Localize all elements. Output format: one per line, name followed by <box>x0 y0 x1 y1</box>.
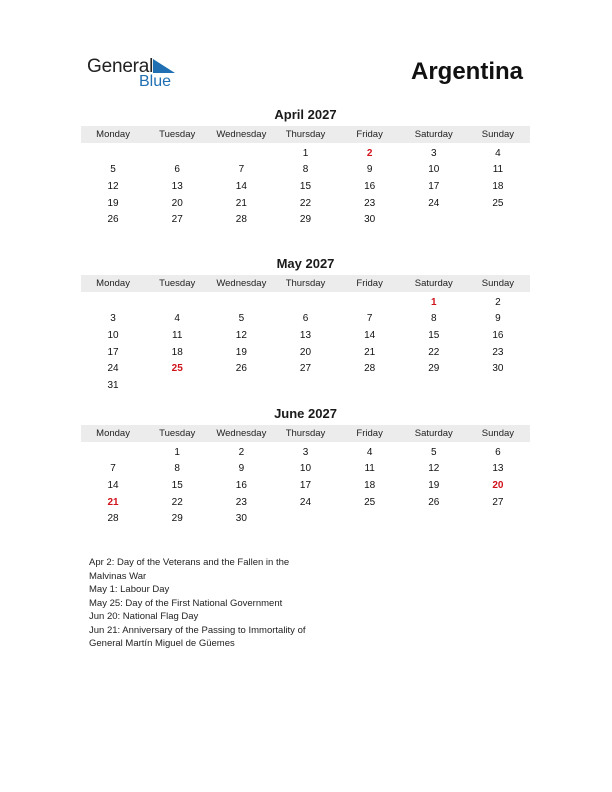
day-cell: 24 <box>107 363 119 375</box>
day-cell: 6 <box>495 446 501 458</box>
month-may <box>81 256 530 394</box>
week-row <box>81 327 530 344</box>
weekday-label: Wednesday <box>216 278 267 289</box>
day-cell: 11 <box>364 463 375 475</box>
day-cell: 1 <box>302 147 309 159</box>
day-cell: 25 <box>492 197 504 209</box>
day-cell: 21 <box>235 197 247 209</box>
day-cell: 6 <box>174 164 180 176</box>
day-cell: 19 <box>235 346 247 358</box>
day-cell: 7 <box>366 313 373 325</box>
day-cell: 18 <box>492 180 504 192</box>
week-row <box>81 444 530 461</box>
holiday-note: Jun 20: National Flag Day <box>89 611 199 622</box>
week-row <box>81 311 530 328</box>
day-cell: 4 <box>174 313 180 325</box>
weekday-label: Friday <box>356 129 383 140</box>
day-cell: 5 <box>238 313 245 325</box>
holiday-note: May 25: Day of the First National Government <box>89 597 283 609</box>
day-cell: 25 <box>364 496 376 508</box>
holiday-day-cell: 20 <box>492 479 504 491</box>
logo-word-blue: Blue <box>139 73 172 90</box>
day-cell: 9 <box>495 313 501 325</box>
day-cell: 8 <box>174 463 180 475</box>
day-cell: 27 <box>299 363 312 375</box>
day-cell: 13 <box>299 329 312 341</box>
day-cell: 15 <box>299 180 312 192</box>
month-weeks <box>81 444 530 527</box>
day-cell: 8 <box>430 313 437 325</box>
day-cell: 10 <box>428 164 440 176</box>
day-cell: 24 <box>428 197 440 209</box>
day-cell: 30 <box>364 214 376 226</box>
day-cell: 23 <box>235 496 247 508</box>
weekday-label: Sunday <box>481 428 515 439</box>
week-row <box>81 178 530 195</box>
weekday-label: Sunday <box>481 278 515 289</box>
day-cell: 16 <box>364 180 376 192</box>
holiday-note: Malvinas War <box>89 570 147 582</box>
day-cell: 2 <box>238 446 245 458</box>
day-cell: 29 <box>171 513 183 525</box>
holiday-day-cell: 2 <box>366 147 373 159</box>
day-cell: 1 <box>174 446 180 458</box>
day-cell: 17 <box>428 180 440 192</box>
weekday-header <box>81 425 530 442</box>
day-cell: 20 <box>299 346 312 358</box>
week-row <box>81 360 530 377</box>
weekday-label: Monday <box>96 129 130 140</box>
country-title: Argentina <box>410 58 523 85</box>
day-cell: 29 <box>299 214 312 226</box>
weekday-label: Friday <box>356 428 383 439</box>
day-cell: 26 <box>428 496 440 508</box>
day-cell: 23 <box>492 346 504 358</box>
holiday-note: Jun 21: Anniversary of the Passing to Immortality of <box>89 624 306 636</box>
holiday-day-cell: 21 <box>107 496 119 508</box>
day-cell: 20 <box>171 197 183 209</box>
holiday-note: Apr 2: Day of the Veterans and the Fallen in the <box>89 557 290 568</box>
generalblue-logo <box>87 56 187 92</box>
weekday-label: Thursday <box>285 129 326 140</box>
day-cell: 5 <box>110 164 116 176</box>
day-cell: 9 <box>238 463 245 475</box>
day-cell: 3 <box>110 313 116 325</box>
day-cell: 27 <box>492 496 504 508</box>
day-cell: 22 <box>428 346 440 358</box>
month-weeks <box>81 145 530 228</box>
day-cell: 28 <box>235 214 247 226</box>
holiday-note: General Martín Miguel de Güemes <box>89 638 235 649</box>
weekday-label: Monday <box>96 428 130 439</box>
day-cell: 15 <box>428 329 440 341</box>
day-cell: 11 <box>492 164 504 176</box>
day-cell: 7 <box>238 164 245 176</box>
day-cell: 13 <box>171 180 183 192</box>
day-cell: 27 <box>171 214 183 226</box>
week-row <box>81 477 530 494</box>
day-cell: 28 <box>364 363 376 375</box>
month-title: April 2027 <box>274 107 337 122</box>
weekday-label: Saturday <box>414 428 453 439</box>
day-cell: 6 <box>302 313 309 325</box>
day-cell: 10 <box>107 329 119 341</box>
day-cell: 13 <box>492 463 504 475</box>
day-cell: 2 <box>495 296 501 308</box>
day-cell: 21 <box>364 346 376 358</box>
holiday-day-cell: 25 <box>171 363 183 375</box>
day-cell: 12 <box>428 463 440 475</box>
day-cell: 19 <box>107 197 119 209</box>
week-row <box>81 344 530 361</box>
week-row <box>81 162 530 179</box>
weekday-label: Tuesday <box>159 428 196 439</box>
week-row <box>81 377 530 394</box>
day-cell: 18 <box>171 346 183 358</box>
day-cell: 26 <box>107 214 119 226</box>
day-cell: 15 <box>171 479 183 491</box>
weekday-label: Thursday <box>285 428 326 439</box>
weekday-label: Saturday <box>414 278 453 289</box>
week-row <box>81 211 530 228</box>
day-cell: 12 <box>107 180 119 192</box>
holiday-note: May 1: Labour Day <box>89 584 170 595</box>
day-cell: 11 <box>172 329 183 341</box>
day-cell: 7 <box>110 463 116 475</box>
logo-triangle-icon <box>153 59 175 73</box>
day-cell: 14 <box>107 479 119 491</box>
weekday-label: Thursday <box>285 278 326 289</box>
day-cell: 22 <box>299 197 312 209</box>
weekday-label: Tuesday <box>159 129 196 140</box>
day-cell: 30 <box>235 513 247 525</box>
day-cell: 4 <box>366 446 373 458</box>
day-cell: 10 <box>299 463 312 475</box>
week-row <box>81 461 530 478</box>
month-april <box>81 107 530 228</box>
holiday-day-cell: 1 <box>430 296 437 308</box>
day-cell: 3 <box>430 147 437 159</box>
day-cell: 8 <box>302 164 309 176</box>
day-cell: 31 <box>107 379 119 391</box>
day-cell: 14 <box>235 180 247 192</box>
weekday-label: Wednesday <box>216 428 267 439</box>
day-cell: 14 <box>364 329 376 341</box>
day-cell: 17 <box>107 346 119 358</box>
day-cell: 17 <box>299 479 312 491</box>
day-cell: 23 <box>364 197 376 209</box>
week-row <box>81 294 530 311</box>
logo-word-general: General <box>87 56 154 77</box>
month-june <box>81 406 530 527</box>
day-cell: 30 <box>492 363 504 375</box>
week-row <box>81 145 530 162</box>
day-cell: 16 <box>235 479 247 491</box>
week-row <box>81 195 530 212</box>
day-cell: 4 <box>495 147 501 159</box>
weekday-label: Monday <box>96 278 130 289</box>
weekday-label: Tuesday <box>159 278 196 289</box>
day-cell: 16 <box>492 329 504 341</box>
day-cell: 5 <box>430 446 437 458</box>
weekday-label: Saturday <box>414 129 453 140</box>
week-row <box>81 510 530 527</box>
day-cell: 9 <box>366 164 373 176</box>
weekday-label: Sunday <box>481 129 515 140</box>
day-cell: 24 <box>299 496 312 508</box>
day-cell: 26 <box>235 363 247 375</box>
week-row <box>81 494 530 511</box>
day-cell: 22 <box>171 496 183 508</box>
day-cell: 18 <box>364 479 376 491</box>
month-weeks <box>81 294 530 394</box>
holiday-notes <box>89 556 306 651</box>
weekday-header <box>81 275 530 292</box>
day-cell: 29 <box>428 363 440 375</box>
month-title: May 2027 <box>276 256 335 271</box>
day-cell: 19 <box>428 479 440 491</box>
day-cell: 3 <box>302 446 309 458</box>
weekday-header <box>81 126 530 143</box>
day-cell: 28 <box>107 513 119 525</box>
month-title: June 2027 <box>274 406 337 421</box>
weekday-label: Friday <box>356 278 383 289</box>
day-cell: 12 <box>235 329 247 341</box>
weekday-label: Wednesday <box>216 129 267 140</box>
